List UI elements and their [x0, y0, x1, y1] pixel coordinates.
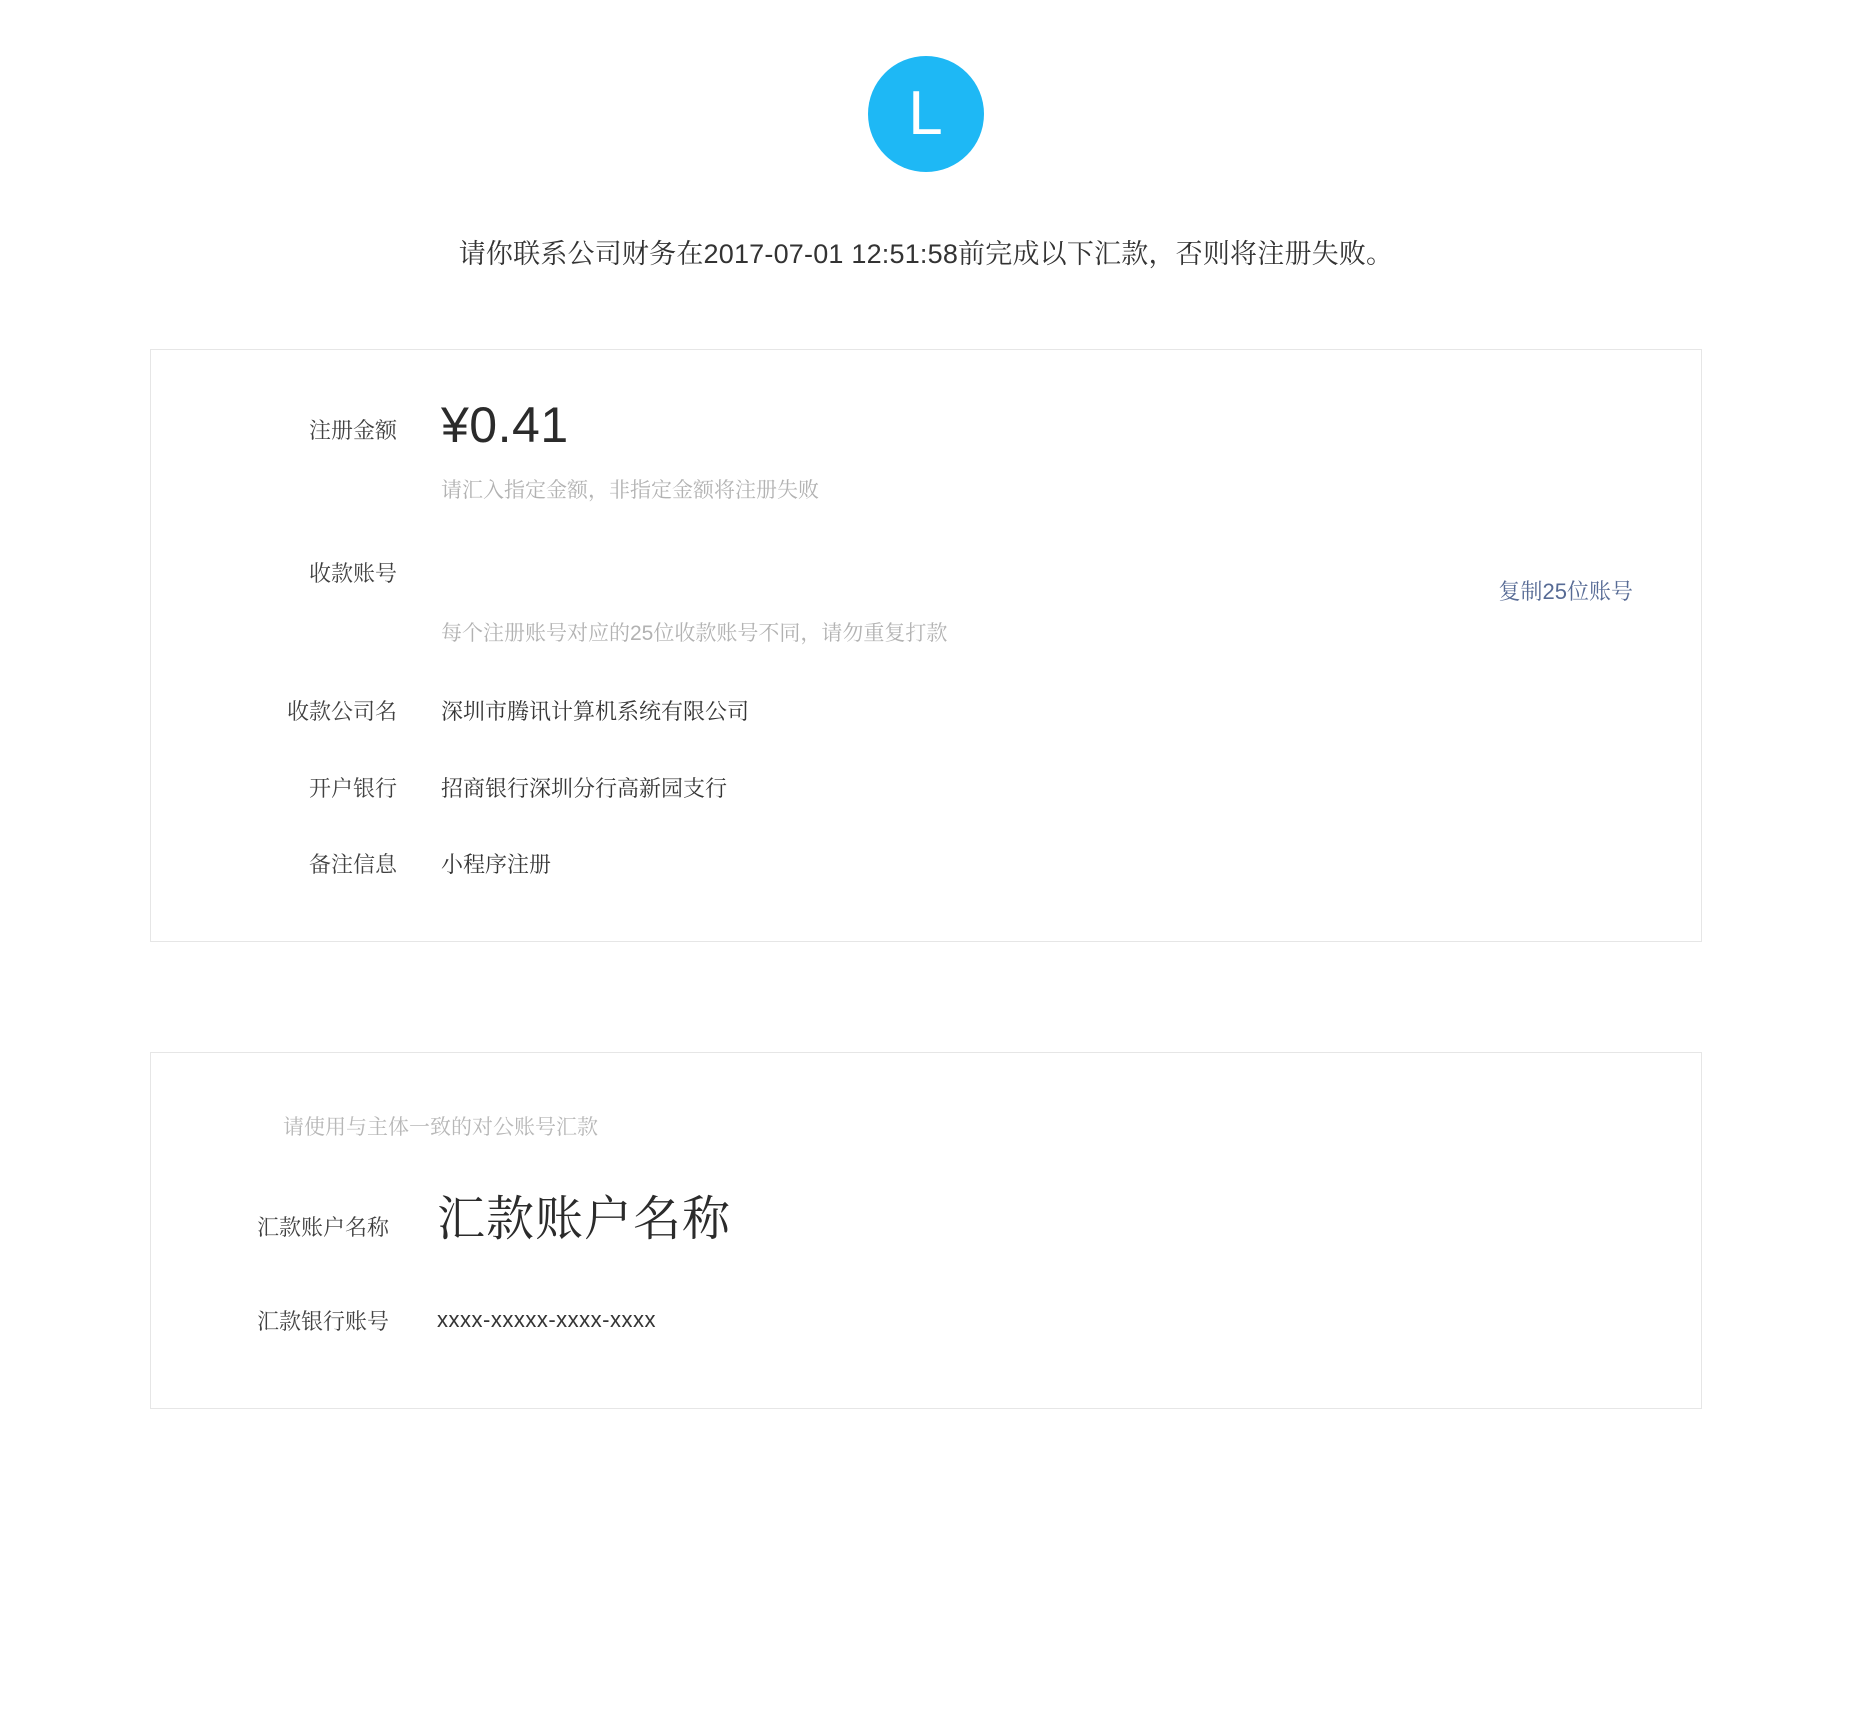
register-amount-block: [441, 397, 819, 505]
page-title: 请你联系公司财务在2017-07-01 12:51:58前完成以下汇款，否则将注册失败。: [458, 239, 1394, 269]
remitter-note: 请使用与主体一致的对公账号汇款: [283, 1116, 598, 1140]
row-remark: [211, 850, 1641, 881]
row-receiving-account: [211, 557, 1641, 648]
remitter-bank-account-value: xxxx-xxxxx-xxxx-xxxx: [437, 1306, 656, 1332]
row-receiving-company: [211, 697, 1641, 728]
copy-account-link[interactable]: 复制25位账号: [1498, 579, 1633, 605]
row-register-amount: [211, 397, 1641, 505]
logo-container: [0, 0, 1852, 172]
payment-info-card: [150, 349, 1702, 942]
remitter-account-name-value: 汇款账户名称: [437, 1193, 732, 1247]
remitter-account-name-label: 汇款账户名称: [256, 1215, 389, 1241]
receiving-account-label: 收款账号: [308, 561, 397, 587]
receiving-company-value: 深圳市腾讯计算机系统有限公司: [441, 698, 750, 724]
remitter-info-card: [150, 1052, 1702, 1408]
bank-name-value: 招商银行深圳分行高新园支行: [441, 775, 728, 801]
receiving-account-left: [441, 557, 947, 648]
row-bank-name: [211, 774, 1641, 805]
receiving-account-value: [441, 557, 947, 587]
remitter-bank-account-label: 汇款银行账号: [256, 1308, 389, 1334]
receiving-account-hint: 每个注册账号对应的25位收款账号不同，请勿重复打款: [441, 622, 948, 646]
receiving-company-label: 收款公司名: [286, 698, 397, 724]
bank-name-label: 开户银行: [308, 775, 397, 801]
register-amount-hint: 请汇入指定金额，非指定金额将注册失败: [441, 479, 819, 502]
remark-value: 小程序注册: [441, 852, 552, 878]
row-remitter-account-name: [211, 1191, 1641, 1249]
remark-label: 备注信息: [308, 852, 397, 878]
register-amount-value: ¥0.41: [441, 397, 569, 453]
receiving-account-body: [441, 557, 1641, 648]
register-amount-label: 注册金额: [308, 418, 397, 443]
app-logo-circle-icon: L: [868, 56, 984, 172]
row-remitter-bank-account: [211, 1307, 1641, 1338]
